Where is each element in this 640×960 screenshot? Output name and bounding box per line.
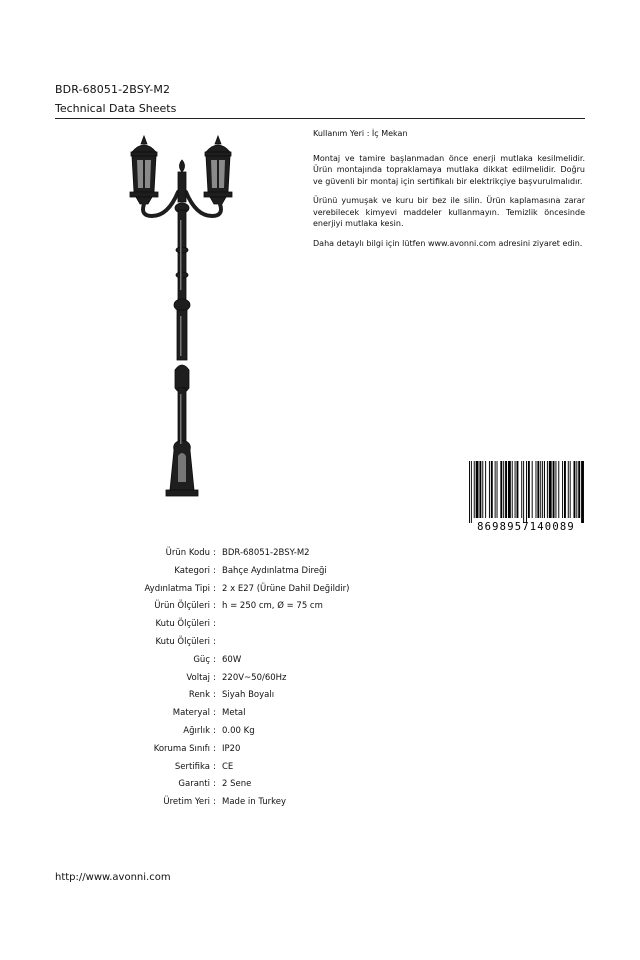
barcode-bar [523, 461, 524, 523]
spec-value: 60W [222, 654, 242, 665]
product-code-title: BDR-68051-2BSY-M2 [55, 83, 171, 96]
spec-label: Kategori [174, 565, 210, 576]
barcode-bar [479, 461, 481, 518]
barcode-bar [485, 461, 486, 518]
barcode-bar [544, 461, 545, 518]
barcode-bar [547, 461, 548, 518]
spec-value: IP20 [222, 743, 241, 754]
spec-value [219, 616, 440, 634]
usage-description [313, 128, 585, 257]
barcode-bar [542, 461, 543, 518]
spec-separator: : [213, 654, 216, 665]
barcode-bar [476, 461, 479, 518]
spec-label: Sertifika [174, 761, 210, 772]
barcode-bar [489, 461, 490, 518]
barcode-number: 8698957140089 [477, 521, 575, 533]
usage-location: Kullanım Yeri : İç Mekan [313, 129, 408, 138]
spec-value: 0.00 Kg [222, 725, 255, 736]
spec-row [60, 545, 440, 563]
barcode-bar [574, 461, 576, 518]
barcode-bar [537, 461, 539, 518]
barcode-bar [581, 461, 584, 523]
spec-row [60, 581, 440, 599]
spec-label: Üretim Yeri [163, 797, 210, 808]
header-divider [55, 118, 585, 119]
spec-label: Ürün Ölçüleri [154, 601, 210, 612]
garden-lamp-post-icon [118, 130, 246, 505]
info-paragraph: Daha detaylı bilgi için lütfen www.avonni.com adresini ziyaret edin. [313, 238, 583, 248]
page-subtitle: Technical Data Sheets [55, 102, 177, 115]
spec-value: Made in Turkey [222, 797, 286, 808]
barcode-bar [555, 461, 556, 518]
spec-row [60, 794, 440, 812]
spec-label: Güç [193, 654, 210, 665]
spec-separator: : [213, 619, 216, 630]
barcode-bar [578, 461, 580, 518]
spec-row [60, 723, 440, 741]
spec-row [60, 616, 440, 634]
spec-value: h = 250 cm, Ø = 75 cm [222, 601, 323, 612]
spec-label: Voltaj [186, 672, 210, 683]
barcode [467, 461, 585, 533]
barcode-bar [570, 461, 571, 518]
barcode-bar [568, 461, 569, 518]
spec-value: Metal [222, 708, 246, 719]
barcode-bar [526, 461, 527, 523]
spec-value: 2 Sene [222, 779, 252, 790]
safety-paragraph: Montaj ve tamire başlanmadan önce enerji mutlaka kesilmelidir. Ürün montajında topraklamaya mutlaka dikkat edilmelidir. Doğru ve güvenli bir montaj için sertifikalı bir elektrikçiye başvurulmalıdır. [313, 153, 585, 186]
barcode-bar [528, 461, 530, 518]
spec-separator: : [213, 583, 216, 594]
spec-separator: : [213, 743, 216, 754]
barcode-bar [471, 461, 472, 523]
spec-value: BDR-68051-2BSY-M2 [222, 548, 310, 558]
barcode-bar [469, 461, 470, 523]
cleaning-paragraph: Ürünü yumuşak ve kuru bir bez ile silin. Ürün kaplamasına zarar verebilecek kimyevi maddeler kullanmayın. Temizlik öncesinde enerjiyi mutlaka kesin. [313, 196, 585, 228]
spec-separator: : [213, 636, 216, 647]
barcode-bar [515, 461, 516, 518]
spec-separator: : [213, 725, 216, 736]
barcode-bar [503, 461, 504, 518]
spec-row [60, 776, 440, 794]
spec-value: 220V~50/60Hz [222, 672, 287, 683]
spec-label: Ürün Kodu [165, 548, 210, 558]
barcode-bar [491, 461, 493, 518]
barcode-bar [553, 461, 555, 518]
barcode-bar [508, 461, 511, 518]
spec-table [60, 545, 440, 812]
spec-value [219, 634, 440, 652]
barcode-bar [505, 461, 507, 518]
spec-value: 2 x E27 (Ürüne Dahil Değildir) [222, 583, 350, 594]
spec-separator: : [213, 565, 216, 576]
spec-separator: : [213, 708, 216, 719]
barcode-bar [536, 461, 537, 518]
spec-row [60, 598, 440, 616]
spec-row [60, 687, 440, 705]
barcode-bar [521, 461, 522, 518]
spec-separator: : [213, 690, 216, 701]
barcode-bar [495, 461, 496, 518]
spec-row [60, 563, 440, 581]
spec-row [60, 634, 440, 652]
spec-value: Siyah Boyalı [222, 690, 275, 701]
spec-separator: : [213, 797, 216, 808]
spec-value: Bahçe Aydınlatma Direği [222, 565, 327, 576]
barcode-bar [517, 461, 519, 518]
spec-value: CE [222, 761, 234, 772]
spec-label: Koruma Sınıfı [153, 743, 210, 754]
barcode-bar [562, 461, 563, 518]
spec-row [60, 652, 440, 670]
barcode-bar [497, 461, 498, 518]
spec-label: Ağırlık [183, 725, 210, 736]
spec-separator: : [213, 601, 216, 612]
spec-label: Garanti [178, 779, 210, 790]
footer-url[interactable]: http://www.avonni.com [55, 872, 171, 883]
spec-label: Kutu Ölçüleri [155, 636, 210, 647]
barcode-bar [540, 461, 541, 518]
barcode-bar [564, 461, 566, 518]
barcode-bar [549, 461, 552, 518]
spec-row [60, 670, 440, 688]
spec-row [60, 759, 440, 777]
spec-separator: : [213, 761, 216, 772]
barcode-bar [500, 461, 502, 518]
barcode-bar [474, 461, 475, 518]
spec-row [60, 741, 440, 759]
spec-separator: : [213, 672, 216, 683]
barcode-bar [532, 461, 533, 518]
barcode-bar [482, 461, 483, 518]
spec-separator: : [213, 548, 216, 558]
spec-label: Renk [188, 690, 210, 701]
spec-row [60, 705, 440, 723]
barcode-bar [576, 461, 577, 518]
spec-label: Materyal [172, 708, 210, 719]
spec-label: Aydınlatma Tipi [144, 583, 210, 594]
spec-label: Kutu Ölçüleri [155, 619, 210, 630]
spec-separator: : [213, 779, 216, 790]
barcode-bar [512, 461, 513, 518]
barcode-bar [558, 461, 559, 518]
